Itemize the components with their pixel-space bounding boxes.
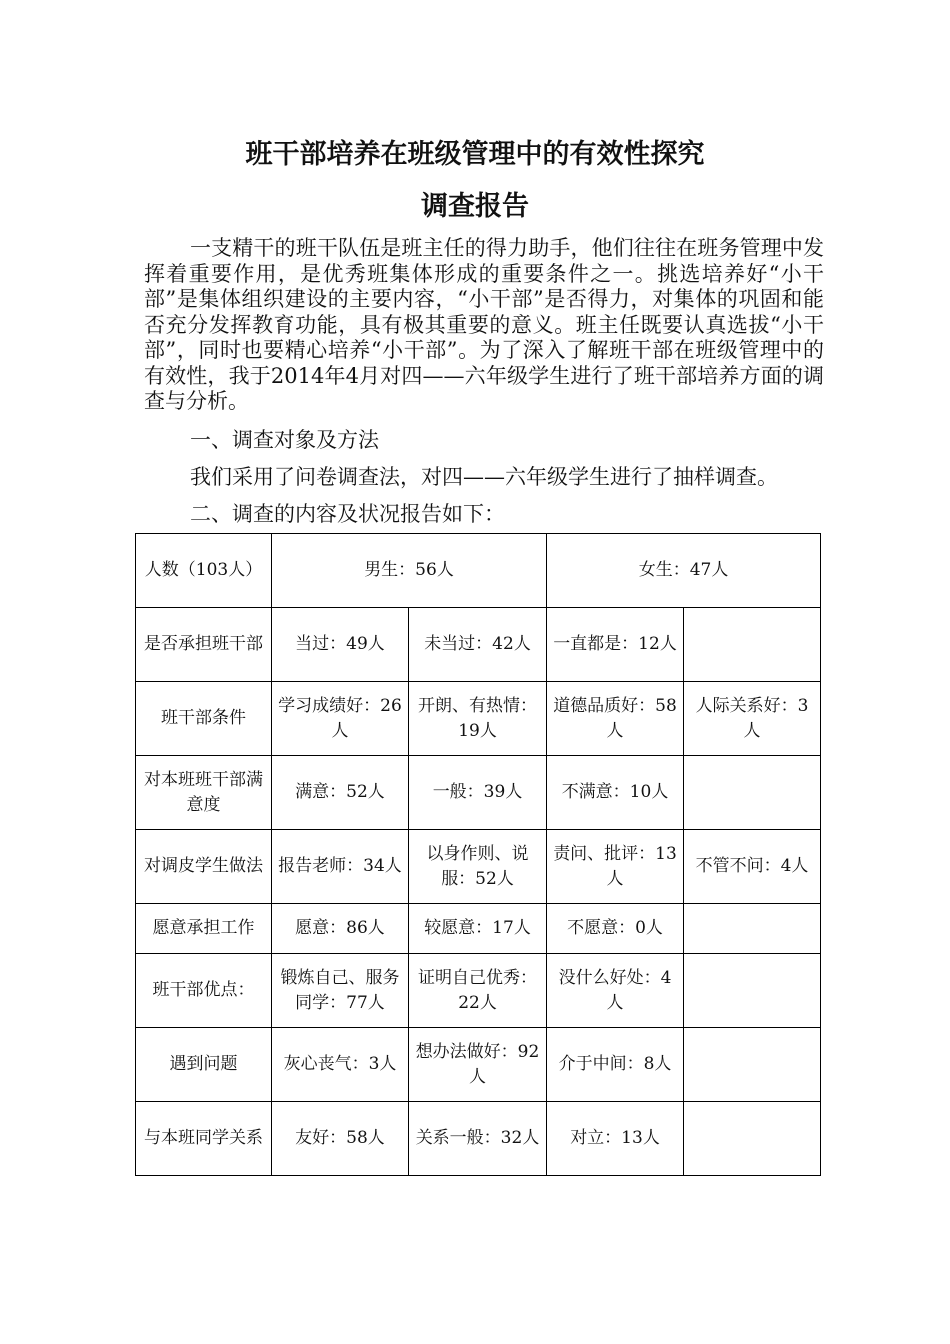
- table-cell: 道德品质好：58人: [547, 682, 684, 756]
- table-row: [136, 830, 821, 904]
- table-row: [136, 1028, 821, 1102]
- table-cell: 愿意：86人: [272, 904, 409, 954]
- table-cell: 不管不问：4人: [684, 830, 821, 904]
- table-row: [136, 954, 821, 1028]
- table-cell: 未当过：42人: [409, 608, 547, 682]
- table-row: [136, 1102, 821, 1176]
- table-cell: [684, 608, 821, 682]
- table-row: [136, 904, 821, 954]
- table-cell: 灰心丧气：3人: [272, 1028, 409, 1102]
- table-cell: [684, 904, 821, 954]
- table-row-label: 是否承担班干部: [136, 608, 272, 682]
- table-cell: 一直都是：12人: [547, 608, 684, 682]
- table-cell: 当过：49人: [272, 608, 409, 682]
- table-cell: 对立：13人: [547, 1102, 684, 1176]
- table-row: [136, 756, 821, 830]
- table-cell: 友好：58人: [272, 1102, 409, 1176]
- table-cell-female: 女生：47人: [547, 534, 821, 608]
- section-heading-2: 二、调查的内容及状况报告如下：: [190, 502, 505, 526]
- table-cell: 一般：39人: [409, 756, 547, 830]
- table-cell: [684, 1102, 821, 1176]
- intro-paragraph: 一支精干的班干队伍是班主任的得力助手，他们往往在班务管理中发挥着重要作用，是优秀班集体形成的重要条件之一。挑选培养好“小干部”是集体组织建设的主要内容，“小干部”是否得力，对集体的巩固和能否充分发挥教育功能，具有极其重要的意义。班主任既要认真选拔“小干部”，同时也要精心培养“小干部”。为了深入了解班干部在班级管理中的有效性，我于2014年4月对四——六年级学生进行了班干部培养方面的调查与分析。: [144, 236, 824, 413]
- table-cell: 关系一般：32人: [409, 1102, 547, 1176]
- document-title: 班干部培养在班级管理中的有效性探究: [245, 139, 705, 170]
- table-cell: 没什么好处：4人: [547, 954, 684, 1028]
- table-cell: 介于中间：8人: [547, 1028, 684, 1102]
- table-cell: 锻炼自己、服务同学：77人: [272, 954, 409, 1028]
- table-cell: 想办法做好：92人: [409, 1028, 547, 1102]
- table-cell-total: 人数（103人）: [136, 534, 272, 608]
- table-cell: 人际关系好：3人: [684, 682, 821, 756]
- table-cell-male: 男生：56人: [272, 534, 547, 608]
- method-paragraph: 我们采用了问卷调查法，对四——六年级学生进行了抽样调查。: [190, 465, 778, 489]
- table-cell: 满意：52人: [272, 756, 409, 830]
- table-cell: [684, 954, 821, 1028]
- survey-table: [135, 533, 821, 1176]
- table-row: [136, 682, 821, 756]
- table-cell: 学习成绩好：26人: [272, 682, 409, 756]
- table-row-label: 愿意承担工作: [136, 904, 272, 954]
- table-cell: [684, 756, 821, 830]
- document-subtitle: 调查报告: [421, 191, 529, 222]
- table-cell: [684, 1028, 821, 1102]
- table-row-label: 对调皮学生做法: [136, 830, 272, 904]
- table-cell: 证明自己优秀：22人: [409, 954, 547, 1028]
- table-row: [136, 608, 821, 682]
- table-row-label: 与本班同学关系: [136, 1102, 272, 1176]
- table-cell: 不满意：10人: [547, 756, 684, 830]
- table-cell: 以身作则、说服：52人: [409, 830, 547, 904]
- table-row-label: 班干部条件: [136, 682, 272, 756]
- table-row-label: 班干部优点：: [136, 954, 272, 1028]
- table-cell: 开朗、有热情：19人: [409, 682, 547, 756]
- table-row-label: 遇到问题: [136, 1028, 272, 1102]
- table-cell: 不愿意：0人: [547, 904, 684, 954]
- table-row-label: 对本班班干部满意度: [136, 756, 272, 830]
- section-heading-1: 一、调查对象及方法: [190, 428, 379, 452]
- table-cell: 报告老师：34人: [272, 830, 409, 904]
- table-cell: 较愿意：17人: [409, 904, 547, 954]
- table-cell: 责问、批评：13人: [547, 830, 684, 904]
- table-header-row: [136, 534, 821, 608]
